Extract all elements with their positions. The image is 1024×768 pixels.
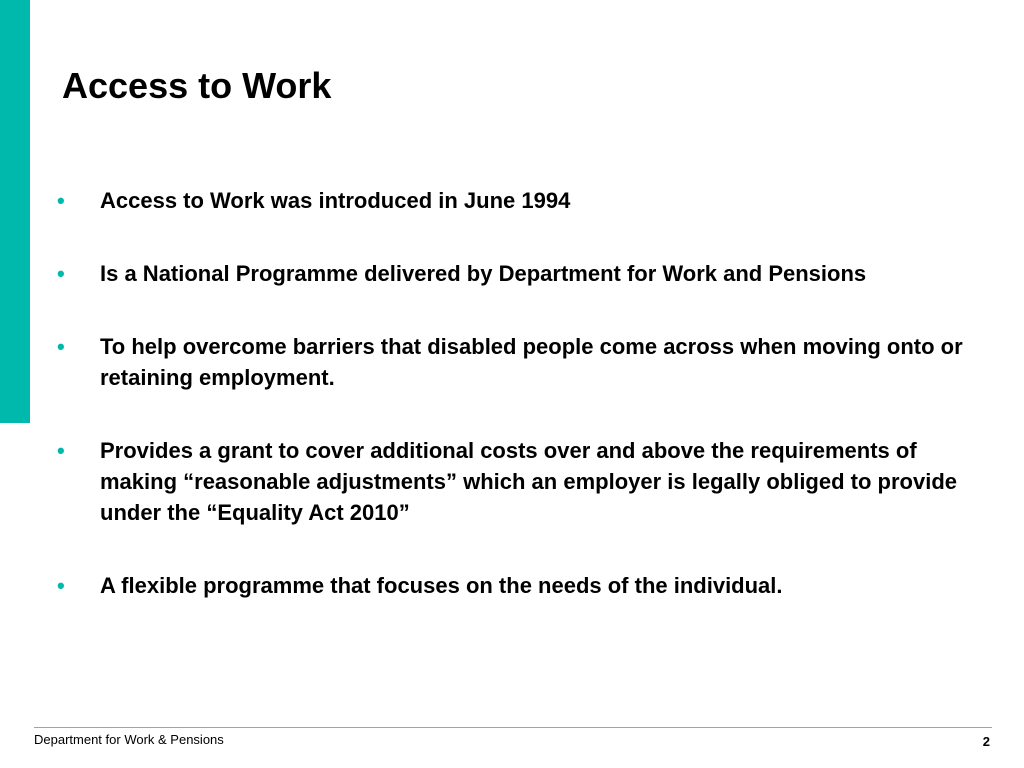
bullet-item <box>57 331 967 393</box>
footer-organisation: Department for Work & Pensions <box>34 732 224 747</box>
bullet-text: Access to Work was introduced in June 1994 <box>100 188 571 213</box>
footer-divider <box>34 727 992 728</box>
bullet-text: Provides a grant to cover additional costs over and above the requirements of making “reasonable adjustments” which an employer is legally obliged to provide under the “Equality Act 2010” <box>100 438 957 525</box>
bullet-icon: • <box>57 438 65 463</box>
bullet-text: To help overcome barriers that disabled people come across when moving onto or retaining employment. <box>100 334 963 390</box>
bullet-icon: • <box>57 188 65 213</box>
bullet-icon: • <box>57 573 65 598</box>
bullet-text: Is a National Programme delivered by Department for Work and Pensions <box>100 261 867 286</box>
bullet-item <box>57 185 967 216</box>
bullet-icon: • <box>57 261 65 286</box>
bullet-list <box>57 185 967 643</box>
bullet-item <box>57 435 967 528</box>
slide-title: Access to Work <box>62 65 332 106</box>
bullet-text: A flexible programme that focuses on the needs of the individual. <box>100 573 783 598</box>
bullet-item <box>57 258 967 289</box>
accent-bar <box>0 0 30 423</box>
bullet-item <box>57 570 967 601</box>
bullet-icon: • <box>57 334 65 359</box>
page-number: 2 <box>982 734 990 749</box>
